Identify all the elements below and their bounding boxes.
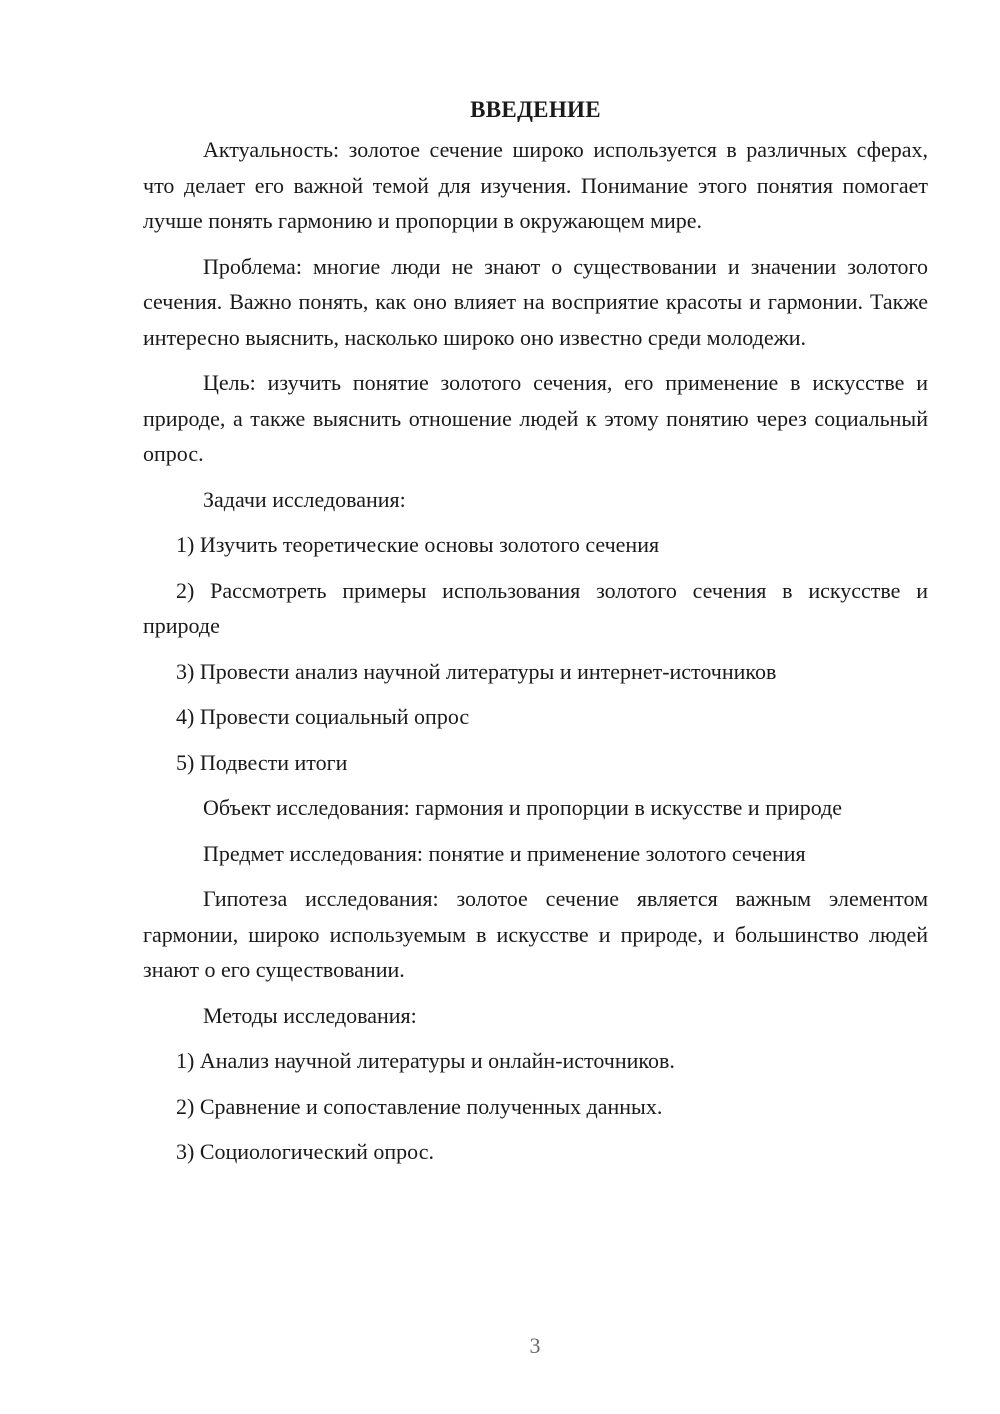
- section-title: ВВЕДЕНИЕ: [470, 97, 601, 122]
- problem-paragraph: Проблема: многие люди не знают о существовании и значении золотого сечения. Важно понять, как оно влияет на восприятие красоты и гармонии. Также интересно выяснить, насколько широко оно известно среди молодежи.: [143, 253, 928, 350]
- method-item: 2) Сравнение и сопоставление полученных данных.: [176, 1093, 663, 1119]
- document-page: [143, 92, 928, 1180]
- object-line: Объект исследования: гармония и пропорции в искусстве и природе: [203, 795, 843, 820]
- subject-line: Предмет исследования: понятие и применение золотого сечения: [203, 840, 806, 866]
- task-item: 4) Провести социальный опрос: [176, 704, 470, 729]
- task-item: 5) Подвести итоги: [176, 749, 348, 775]
- method-item: 3) Социологический опрос.: [176, 1139, 434, 1164]
- methods-heading: Методы исследования:: [203, 1002, 417, 1028]
- hypothesis-paragraph: Гипотеза исследования: золотое сечение является важным элементом гармонии, широко используемым в искусстве и природе, и большинство людей знают о его существовании.: [143, 886, 928, 982]
- task-item: 1) Изучить теоретические основы золотого сечения: [176, 532, 660, 557]
- task-item: 3) Провести анализ научной литературы и интернет-источников: [176, 658, 777, 684]
- goal-paragraph: Цель: изучить понятие золотого сечения, его применение в искусстве и природе, а также выяснить отношение людей к этому понятию через социальный опрос.: [143, 370, 928, 466]
- relevance-paragraph: Актуальность: золотое сечение широко используется в различных сферах, что делает его важной темой для изучения. Понимание этого понятия помогает лучше понять гармонию и пропорции в окружающем мире.: [143, 137, 928, 233]
- page-number: 3: [529, 1333, 541, 1358]
- task-item: 2) Рассмотреть примеры использования золотого сечения в искусстве и природе: [143, 577, 928, 638]
- tasks-heading: Задачи исследования:: [203, 486, 406, 512]
- method-item: 1) Анализ научной литературы и онлайн-источников.: [176, 1048, 675, 1073]
